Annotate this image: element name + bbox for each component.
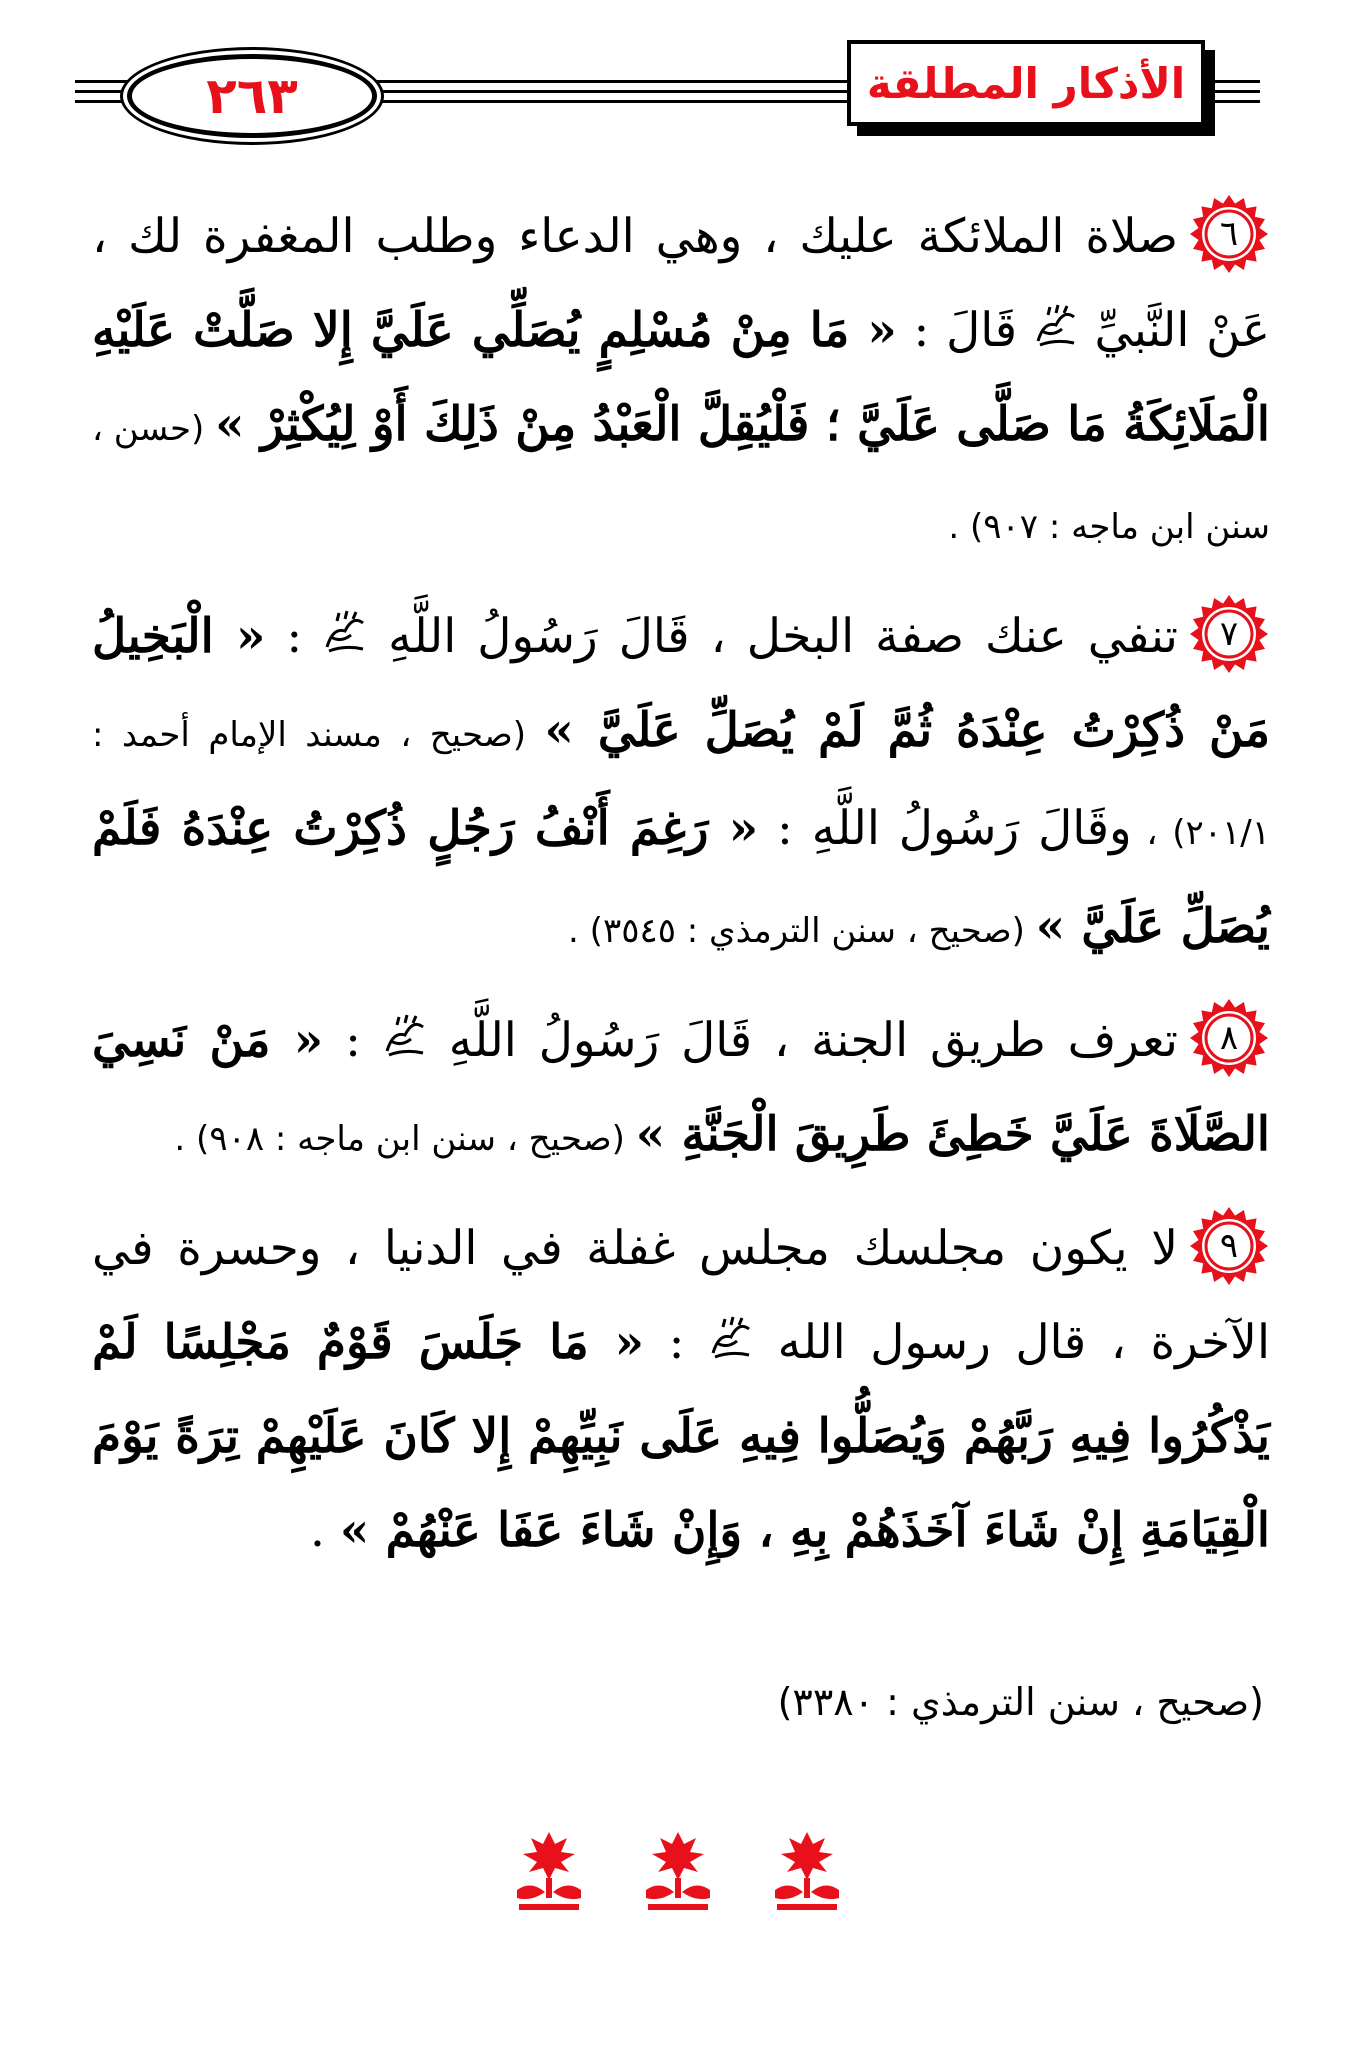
page-header [75, 40, 1260, 150]
page-number-oval [127, 54, 377, 138]
final-reference: (صحيح ، سنن الترمذي : ٣٣٨٠) [777, 1680, 1264, 1724]
narration-text: قَالَ : [896, 303, 1034, 358]
narration-text: صلاة الملائكة عليك ، وهي الدعاء وطلب المغفرة لك ، عَنْ النَّبيِّ [92, 209, 1270, 358]
chapter-title-box [847, 40, 1205, 126]
item-number-badge [1188, 1205, 1270, 1287]
item-number-badge [1188, 997, 1270, 1079]
item-number: ٨ [1219, 1018, 1239, 1058]
item-number-badge [1188, 593, 1270, 675]
hadith-quote: « مَا جَلَسَ قَوْمٌ مَجْلِسًا لَمْ يَذْكُرُوا فِيهِ رَبَّهُمْ وَيُصَلُّوا فِيهِ عَلَى نَبِيِّهِمْ إِلا كَانَ عَلَيْهِمْ تِرَةً يَوْمَ الْقِيَامَةِ إِنْ شَاءَ آخَذَهُمْ بِهِ ، وَإِنْ شَاءَ عَفَا عَنْهُمْ » [92, 1315, 1270, 1558]
narration-text: : [644, 1315, 710, 1370]
narration-text: : [265, 609, 324, 664]
narration-text: لا يكون مجلسك مجلس غفلة في الدنيا ، وحسرة في الآخرة ، قال رسول الله [92, 1221, 1271, 1370]
hadith-quote: « مَنْ نَسِيَ الصَّلَاةَ عَلَيَّ خَطِئَ طَرِيقَ الْجَنَّةِ » [92, 1013, 1270, 1162]
chapter-title: الأذكار المطلقة [866, 58, 1186, 108]
salawat-seal-icon [709, 1313, 753, 1359]
item-number: ٩ [1219, 1226, 1239, 1266]
floral-ornament-icon [769, 1828, 845, 1914]
salawat-seal-icon [383, 1011, 427, 1057]
hadith-paragraph [92, 190, 1270, 574]
hadith-paragraph [92, 1202, 1270, 1578]
narration-text: : [323, 1013, 383, 1068]
floral-ornament-icon [511, 1828, 587, 1914]
narration-text: وقَالَ رَسُولُ اللَّهِ : [758, 801, 1132, 856]
item-number-badge [1188, 193, 1270, 275]
item-number: ٧ [1219, 614, 1239, 654]
narration-text: تنفي عنك صفة البخل ، قَالَ رَسُولُ اللَّهِ [388, 609, 1178, 664]
hadith-quote: « الْبَخِيلُ مَنْ ذُكِرْتُ عِنْدَهُ ثُمَّ لَمْ يُصَلِّ عَلَيَّ » [92, 609, 1271, 758]
hadith-reference: (صحيح ، سنن الترمذي : ٣٥٤٥) . [568, 911, 1036, 951]
hadith-reference: (صحيح ، مسند الإمام أحمد : ٢٠١/١) ، [92, 715, 1270, 853]
hadith-quote: « مَا مِنْ مُسْلِمٍ يُصَلِّي عَلَيَّ إِلا صَلَّتْ عَلَيْهِ الْمَلَائِكَةُ مَا صَلَّى عَلَيَّ ؛ فَلْيُقِلَّ الْعَبْدُ مِنْ ذَلِكَ أَوْ لِيُكْثِرْ » [92, 303, 1270, 452]
narration-text: تعرف طريق الجنة ، قَالَ رَسُولُ اللَّهِ [448, 1013, 1178, 1068]
hadith-reference: (حسن ، سنن ابن ماجه : ٩٠٧) . [92, 409, 1270, 547]
floral-ornament-icon [640, 1828, 716, 1914]
salawat-seal-icon [1034, 301, 1078, 347]
hadith-paragraph [92, 590, 1270, 978]
hadith-quote: « رَغِمَ أَنْفُ رَجُلٍ ذُكِرْتُ عِنْدَهُ فَلَمْ يُصَلِّ عَلَيَّ » [92, 801, 1270, 954]
hadith-reference: (صحيح ، سنن ابن ماجه : ٩٠٨) . [174, 1119, 636, 1159]
salawat-seal-icon [323, 607, 367, 653]
hadith-paragraph [92, 994, 1270, 1186]
page-number: ٢٦٣ [206, 67, 298, 125]
item-number: ٦ [1219, 214, 1239, 254]
footer-ornaments [0, 1828, 1356, 1918]
page-body [92, 190, 1270, 1578]
narration-text: . [310, 1503, 340, 1558]
